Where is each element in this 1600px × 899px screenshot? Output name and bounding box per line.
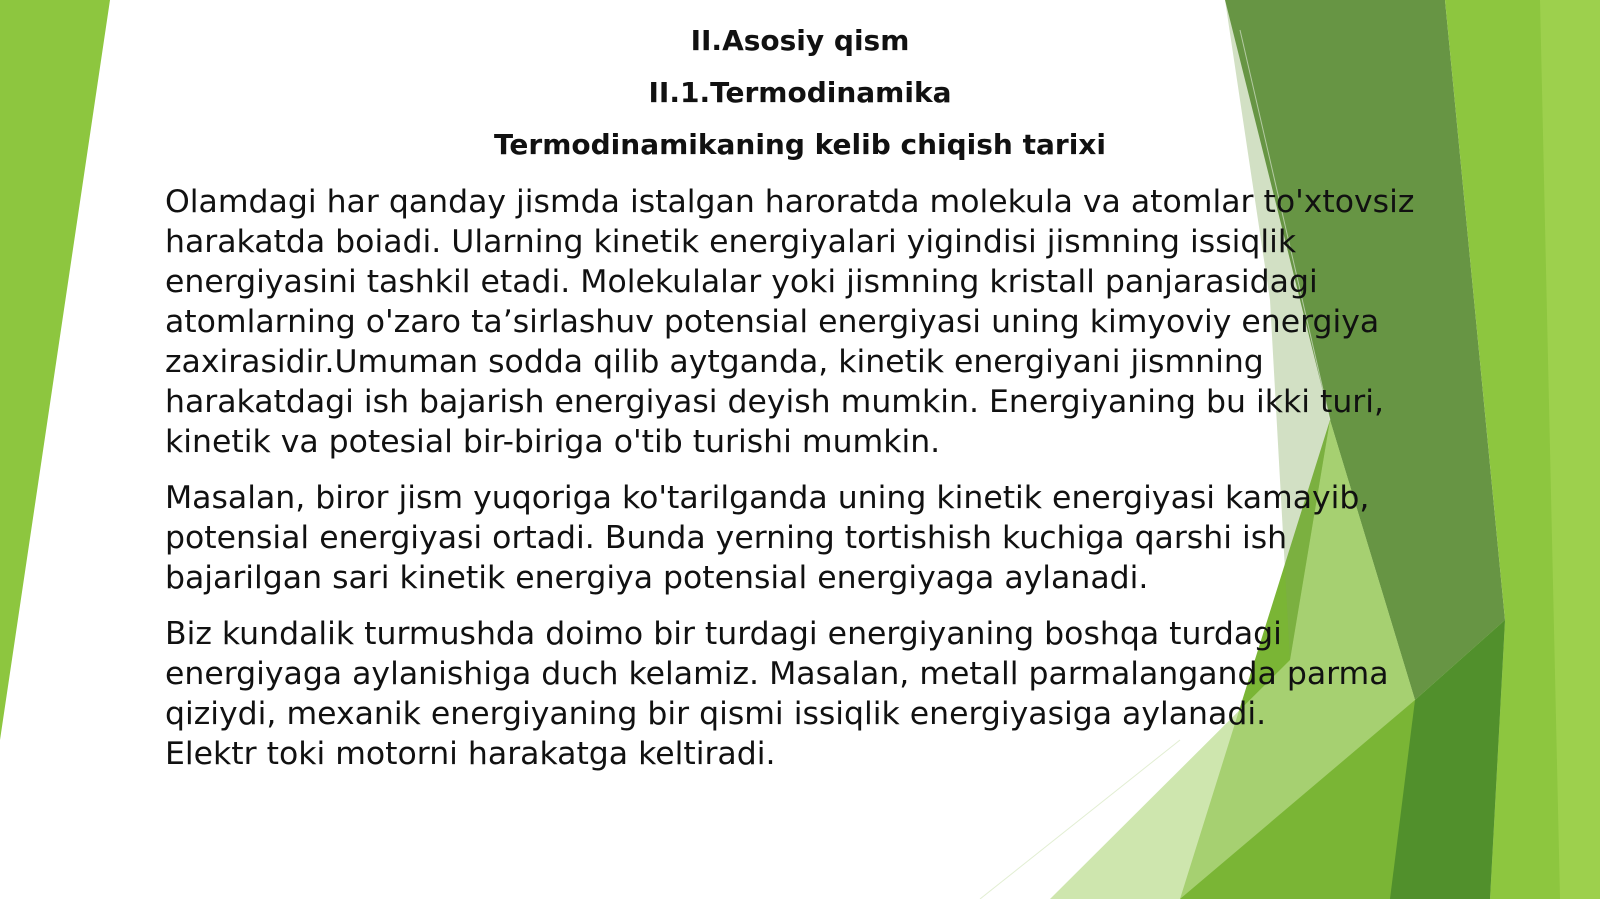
text-line: harakatdagi ish bajarish energiyasi deyish mumkin. Energiyaning bu ikki turi, (165, 384, 1384, 420)
text-line: Biz kundalik turmushda doimo bir turdagi energiyaning boshqa turdagi (165, 616, 1282, 652)
paragraph-3 (165, 614, 1455, 774)
text-line: kinetik va potesial bir-biriga o'tib turishi mumkin. (165, 424, 941, 460)
text-line: energiyaga aylanishiga duch kelamiz. Masalan, metall parmalanganda parma (165, 656, 1389, 692)
text-line: bajarilgan sari kinetik energiya potensial energiyaga aylanadi. (165, 560, 1149, 596)
text-line: qiziydi, mexanik energiyaning bir qismi issiqlik energiyasiga aylanadi. (165, 696, 1267, 732)
topic-heading: Termodinamikaning kelib chiqish tarixi (494, 128, 1106, 161)
text-line: energiyasini tashkil etadi. Molekulalar yoki jismning kristall panjarasidagi (165, 264, 1318, 300)
subsection-heading: II.1.Termodinamika (648, 76, 952, 109)
left-green-shape (0, 0, 110, 740)
text-line: zaxirasidir.Umuman sodda qilib aytganda, kinetik energiyani jismning (165, 344, 1264, 380)
text-line: Masalan, biror jism yuqoriga ko'tarilganda uning kinetik energiyasi kamayib, (165, 480, 1370, 516)
text-line: atomlarning o'zaro ta’sirlashuv potensial energiyasi uning kimyoviy energiya (165, 304, 1380, 340)
paragraph-1 (165, 182, 1455, 462)
text-line: Olamdagi har qanday jismda istalgan haroratda molekula va atomlar to'xtovsiz (165, 184, 1415, 220)
paragraph-2 (165, 478, 1455, 598)
text-line: harakatda boiadi. Ularning kinetik energiyalari yigindisi jismning issiqlik (165, 224, 1297, 260)
text-line: potensial energiyasi ortadi. Bunda yerning tortishish kuchiga qarshi ish (165, 520, 1288, 556)
text-line: Elektr toki motorni harakatga keltiradi. (165, 736, 776, 772)
body-text (165, 182, 1455, 790)
section-heading: II.Asosiy qism (690, 24, 910, 57)
